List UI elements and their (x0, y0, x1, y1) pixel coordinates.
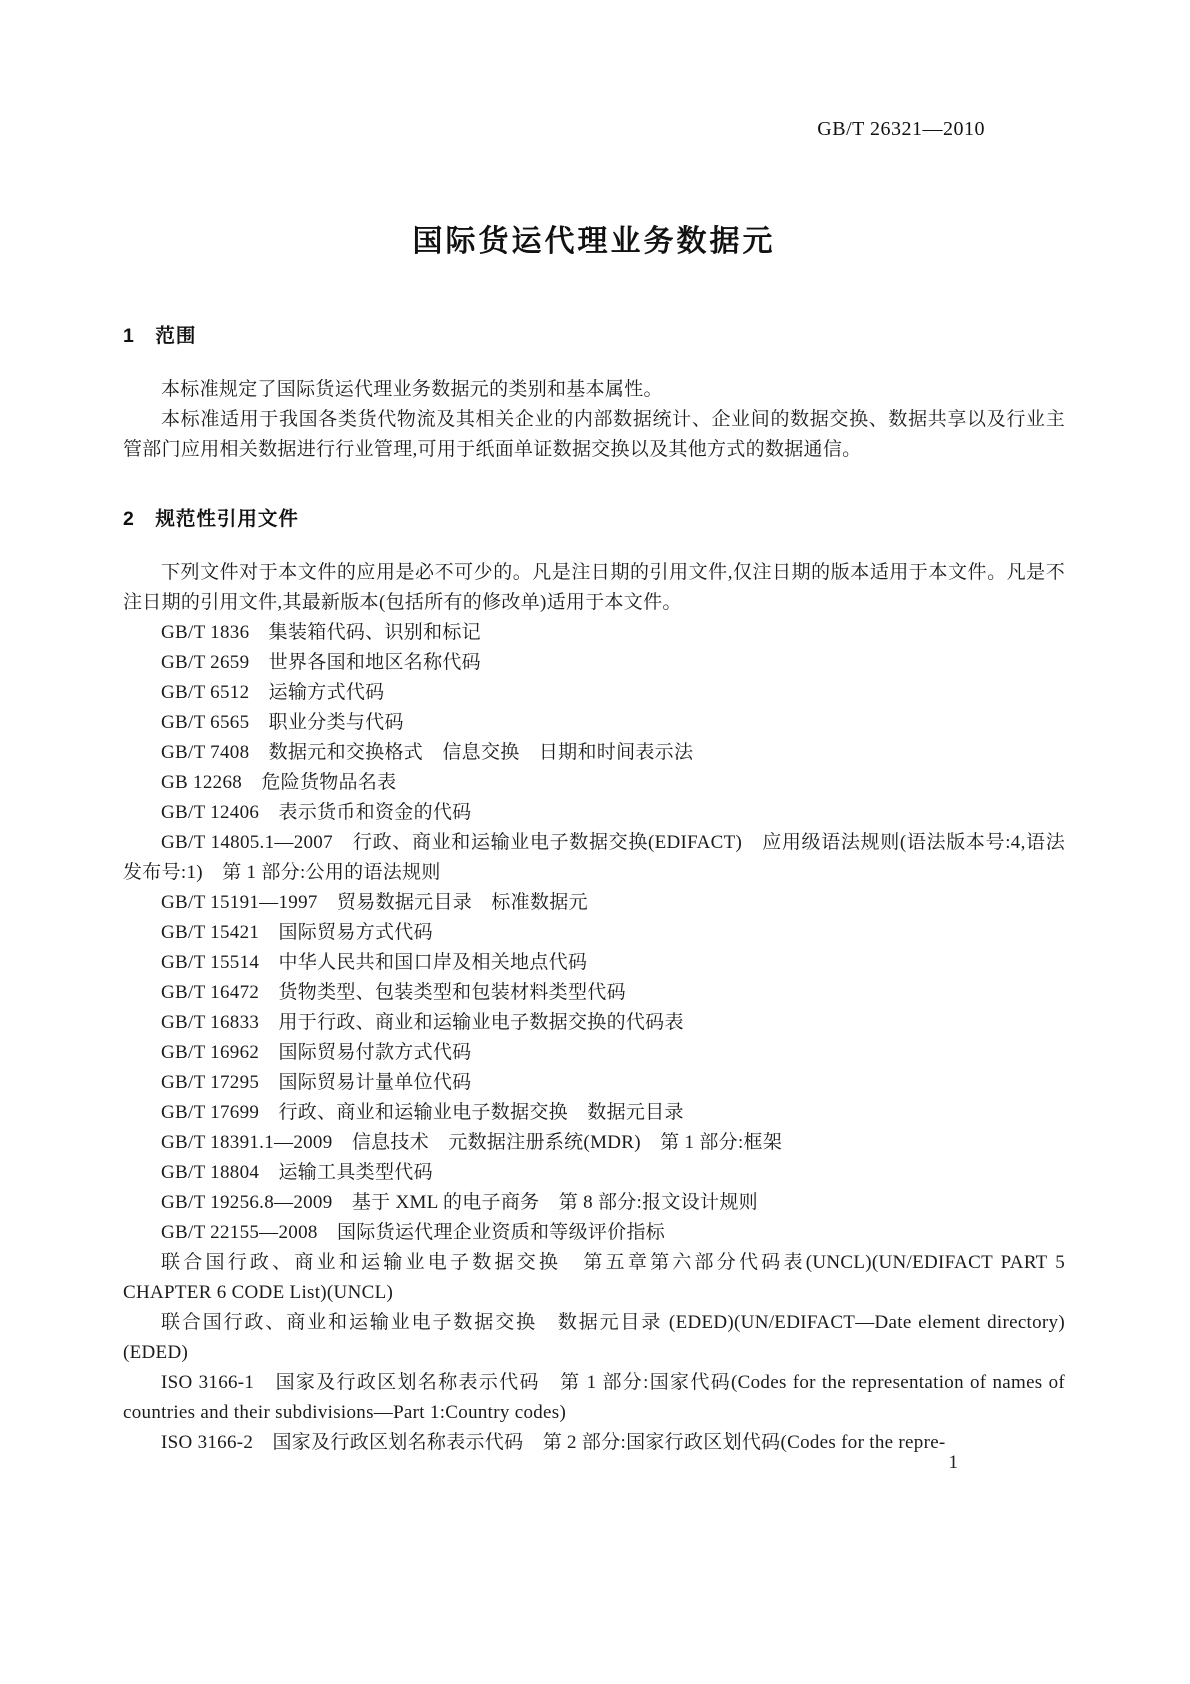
reference-item: GB/T 14805.1—2007 行政、商业和运输业电子数据交换(EDIFACT) 应用级语法规则(语法版本号:4,语法发布号:1) 第 1 部分:公用的语法规则 (123, 832, 1065, 883)
reference-item: GB/T 16472 货物类型、包装类型和包装材料类型代码 (161, 982, 626, 1003)
scope-body (123, 375, 1065, 465)
reference-item: GB/T 12406 表示货币和资金的代码 (161, 802, 472, 823)
reference-item: GB/T 1836 集装箱代码、识别和标记 (161, 622, 481, 643)
reference-item: GB/T 19256.8—2009 基于 XML 的电子商务 第 8 部分:报文设计规则 (161, 1192, 758, 1213)
reference-list (123, 618, 1065, 1458)
reference-item: GB/T 15191—1997 贸易数据元目录 标准数据元 (161, 892, 588, 913)
reference-item: GB/T 6565 职业分类与代码 (161, 712, 404, 733)
reference-item: GB/T 16962 国际贸易付款方式代码 (161, 1042, 472, 1063)
reference-item: 联合国行政、商业和运输业电子数据交换 数据元目录 (EDED)(UN/EDIFACT—Date element directory)(EDED) (123, 1312, 1065, 1363)
reference-item: GB/T 17295 国际贸易计量单位代码 (161, 1072, 472, 1093)
scope-paragraph: 本标准适用于我国各类货代物流及其相关企业的内部数据统计、企业间的数据交换、数据共享以及行业主管部门应用相关数据进行行业管理,可用于纸面单证数据交换以及其他方式的数据通信。 (123, 409, 1065, 460)
reference-item: GB/T 16833 用于行政、商业和运输业电子数据交换的代码表 (161, 1012, 684, 1033)
reference-item: ISO 3166-2 国家及行政区划名称表示代码 第 2 部分:国家行政区划代码(Codes for the repre- (161, 1432, 946, 1453)
document-title: 国际货运代理业务数据元 (412, 225, 776, 258)
reference-item: GB 12268 危险货物品名表 (161, 772, 397, 793)
reference-item: GB/T 17699 行政、商业和运输业电子数据交换 数据元目录 (161, 1102, 684, 1123)
section-references-heading: 2 规范性引用文件 (123, 508, 299, 530)
reference-item: GB/T 15421 国际贸易方式代码 (161, 922, 433, 943)
standard-code: GB/T 26321—2010 (817, 118, 985, 140)
reference-item: GB/T 18804 运输工具类型代码 (161, 1162, 433, 1183)
scope-paragraph: 本标准规定了国际货运代理业务数据元的类别和基本属性。 (161, 379, 663, 400)
reference-item: 联合国行政、商业和运输业电子数据交换 第五章第六部分代码表(UNCL)(UN/EDIFACT PART 5 CHAPTER 6 CODE List)(UNCL) (123, 1252, 1065, 1303)
references-intro: 下列文件对于本文件的应用是必不可少的。凡是注日期的引用文件,仅注日期的版本适用于本文件。凡是不注日期的引用文件,其最新版本(包括所有的修改单)适用于本文件。 (123, 562, 1065, 613)
reference-item: GB/T 22155—2008 国际货运代理企业资质和等级评价指标 (161, 1222, 666, 1243)
reference-item: GB/T 7408 数据元和交换格式 信息交换 日期和时间表示法 (161, 742, 694, 763)
page-number: 1 (948, 1452, 958, 1473)
reference-item: GB/T 6512 运输方式代码 (161, 682, 385, 703)
section-scope-heading: 1 范围 (123, 325, 197, 347)
reference-item: GB/T 2659 世界各国和地区名称代码 (161, 652, 481, 673)
reference-item: ISO 3166-1 国家及行政区划名称表示代码 第 1 部分:国家代码(Codes for the representation of names of countries and their subdivisions—Part 1:Country codes) (123, 1372, 1065, 1423)
references-body (123, 558, 1065, 1458)
reference-item: GB/T 15514 中华人民共和国口岸及相关地点代码 (161, 952, 588, 973)
reference-item: GB/T 18391.1—2009 信息技术 元数据注册系统(MDR) 第 1 部分:框架 (161, 1132, 783, 1153)
